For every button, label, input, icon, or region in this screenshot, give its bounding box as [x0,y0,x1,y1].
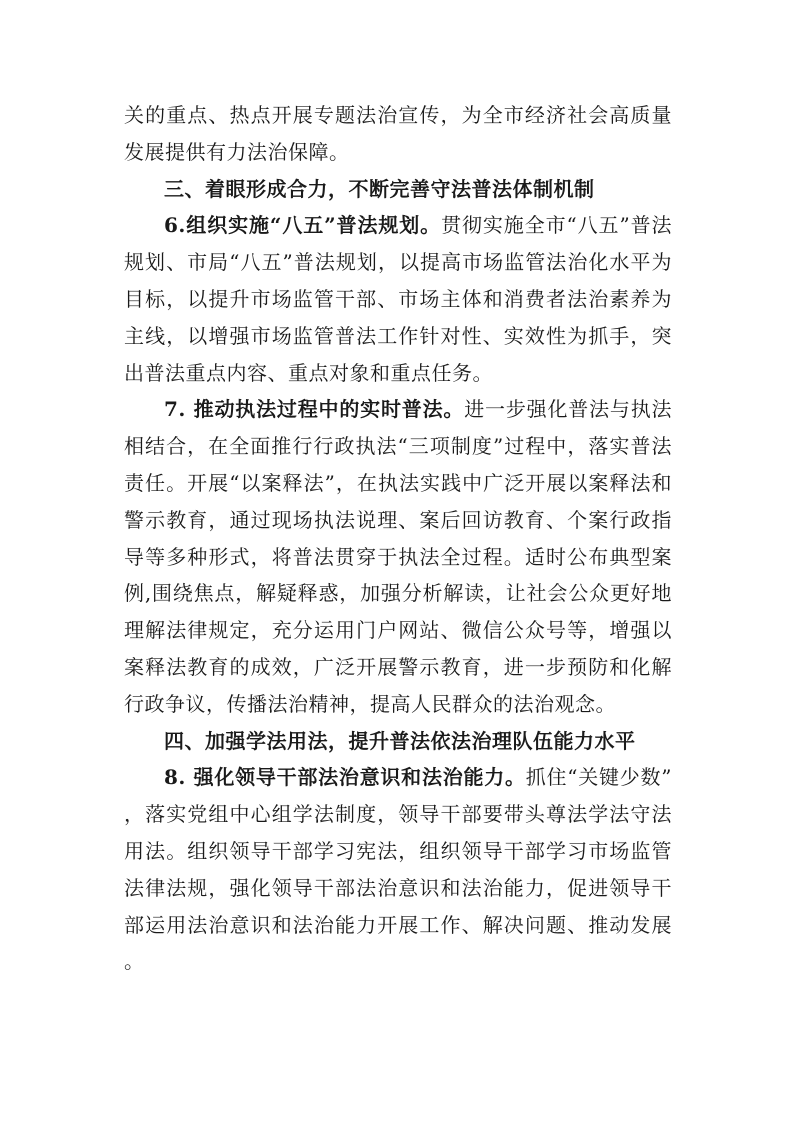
item-8-lead: 8. 强化领导干部法治意识和法治能力。 [164,765,526,790]
section-3-heading: 三、着眼形成合力，不断完善守法普法体制机制 [164,176,595,201]
section-4-heading: 四、加强学法用法，提升普法依法治理队伍能力水平 [164,728,636,753]
item-7-body: 进一步强化普法与执法相结合，在全面推行行政执法“三项制度”过程中，落实普法责任。开展“以案释法”，在执法实践中广泛开展以案释法和警示教育，通过现场执法说理、案后回访教育、个案行政指导等多种形式，将普法贯穿于执法全过程。适时公布典型案例,围绕焦点，解疑释惑，加强分析解读，让社会公众更好地理解法律规定，充分运用门户网站、微信公众号等，增强以案释法教育的成效，广泛开展警示教育，进一步预防和化解行政争议，传播法治精神，提高人民群众的法治观念。 [124,397,673,716]
item-6-lead: 6.组织实施“八五”普法规划。 [164,213,442,238]
item-7-lead: 7. 推动执法过程中的实时普法。 [164,397,465,422]
item-7-paragraph [124,391,672,722]
document-body [124,97,672,980]
item-6-paragraph [124,207,672,391]
item-8-body: 抓住“关键少数”，落实党组中心组学法制度，领导干部要带头尊法学法守法用法。组织领导干部学习宪法，组织领导干部学习市场监管法律法规，强化领导干部法治意识和法治能力，促进领导干部运用法治意识和法治能力开展工作、解决问题、推动发展。 [124,765,673,974]
item-6-body: 贯彻实施全市“八五”普法规划、市局“八五”普法规划，以提高市场监管法治化水平为目标，以提升市场监管干部、市场主体和消费者法治素养为主线，以增强市场监管普法工作针对性、实效性为抓手，突出普法重点内容、重点对象和重点任务。 [124,213,672,385]
continuation-paragraph: 关的重点、热点开展专题法治宣传，为全市经济社会高质量发展提供有力法治保障。 [124,103,672,164]
item-8-paragraph [124,759,672,980]
